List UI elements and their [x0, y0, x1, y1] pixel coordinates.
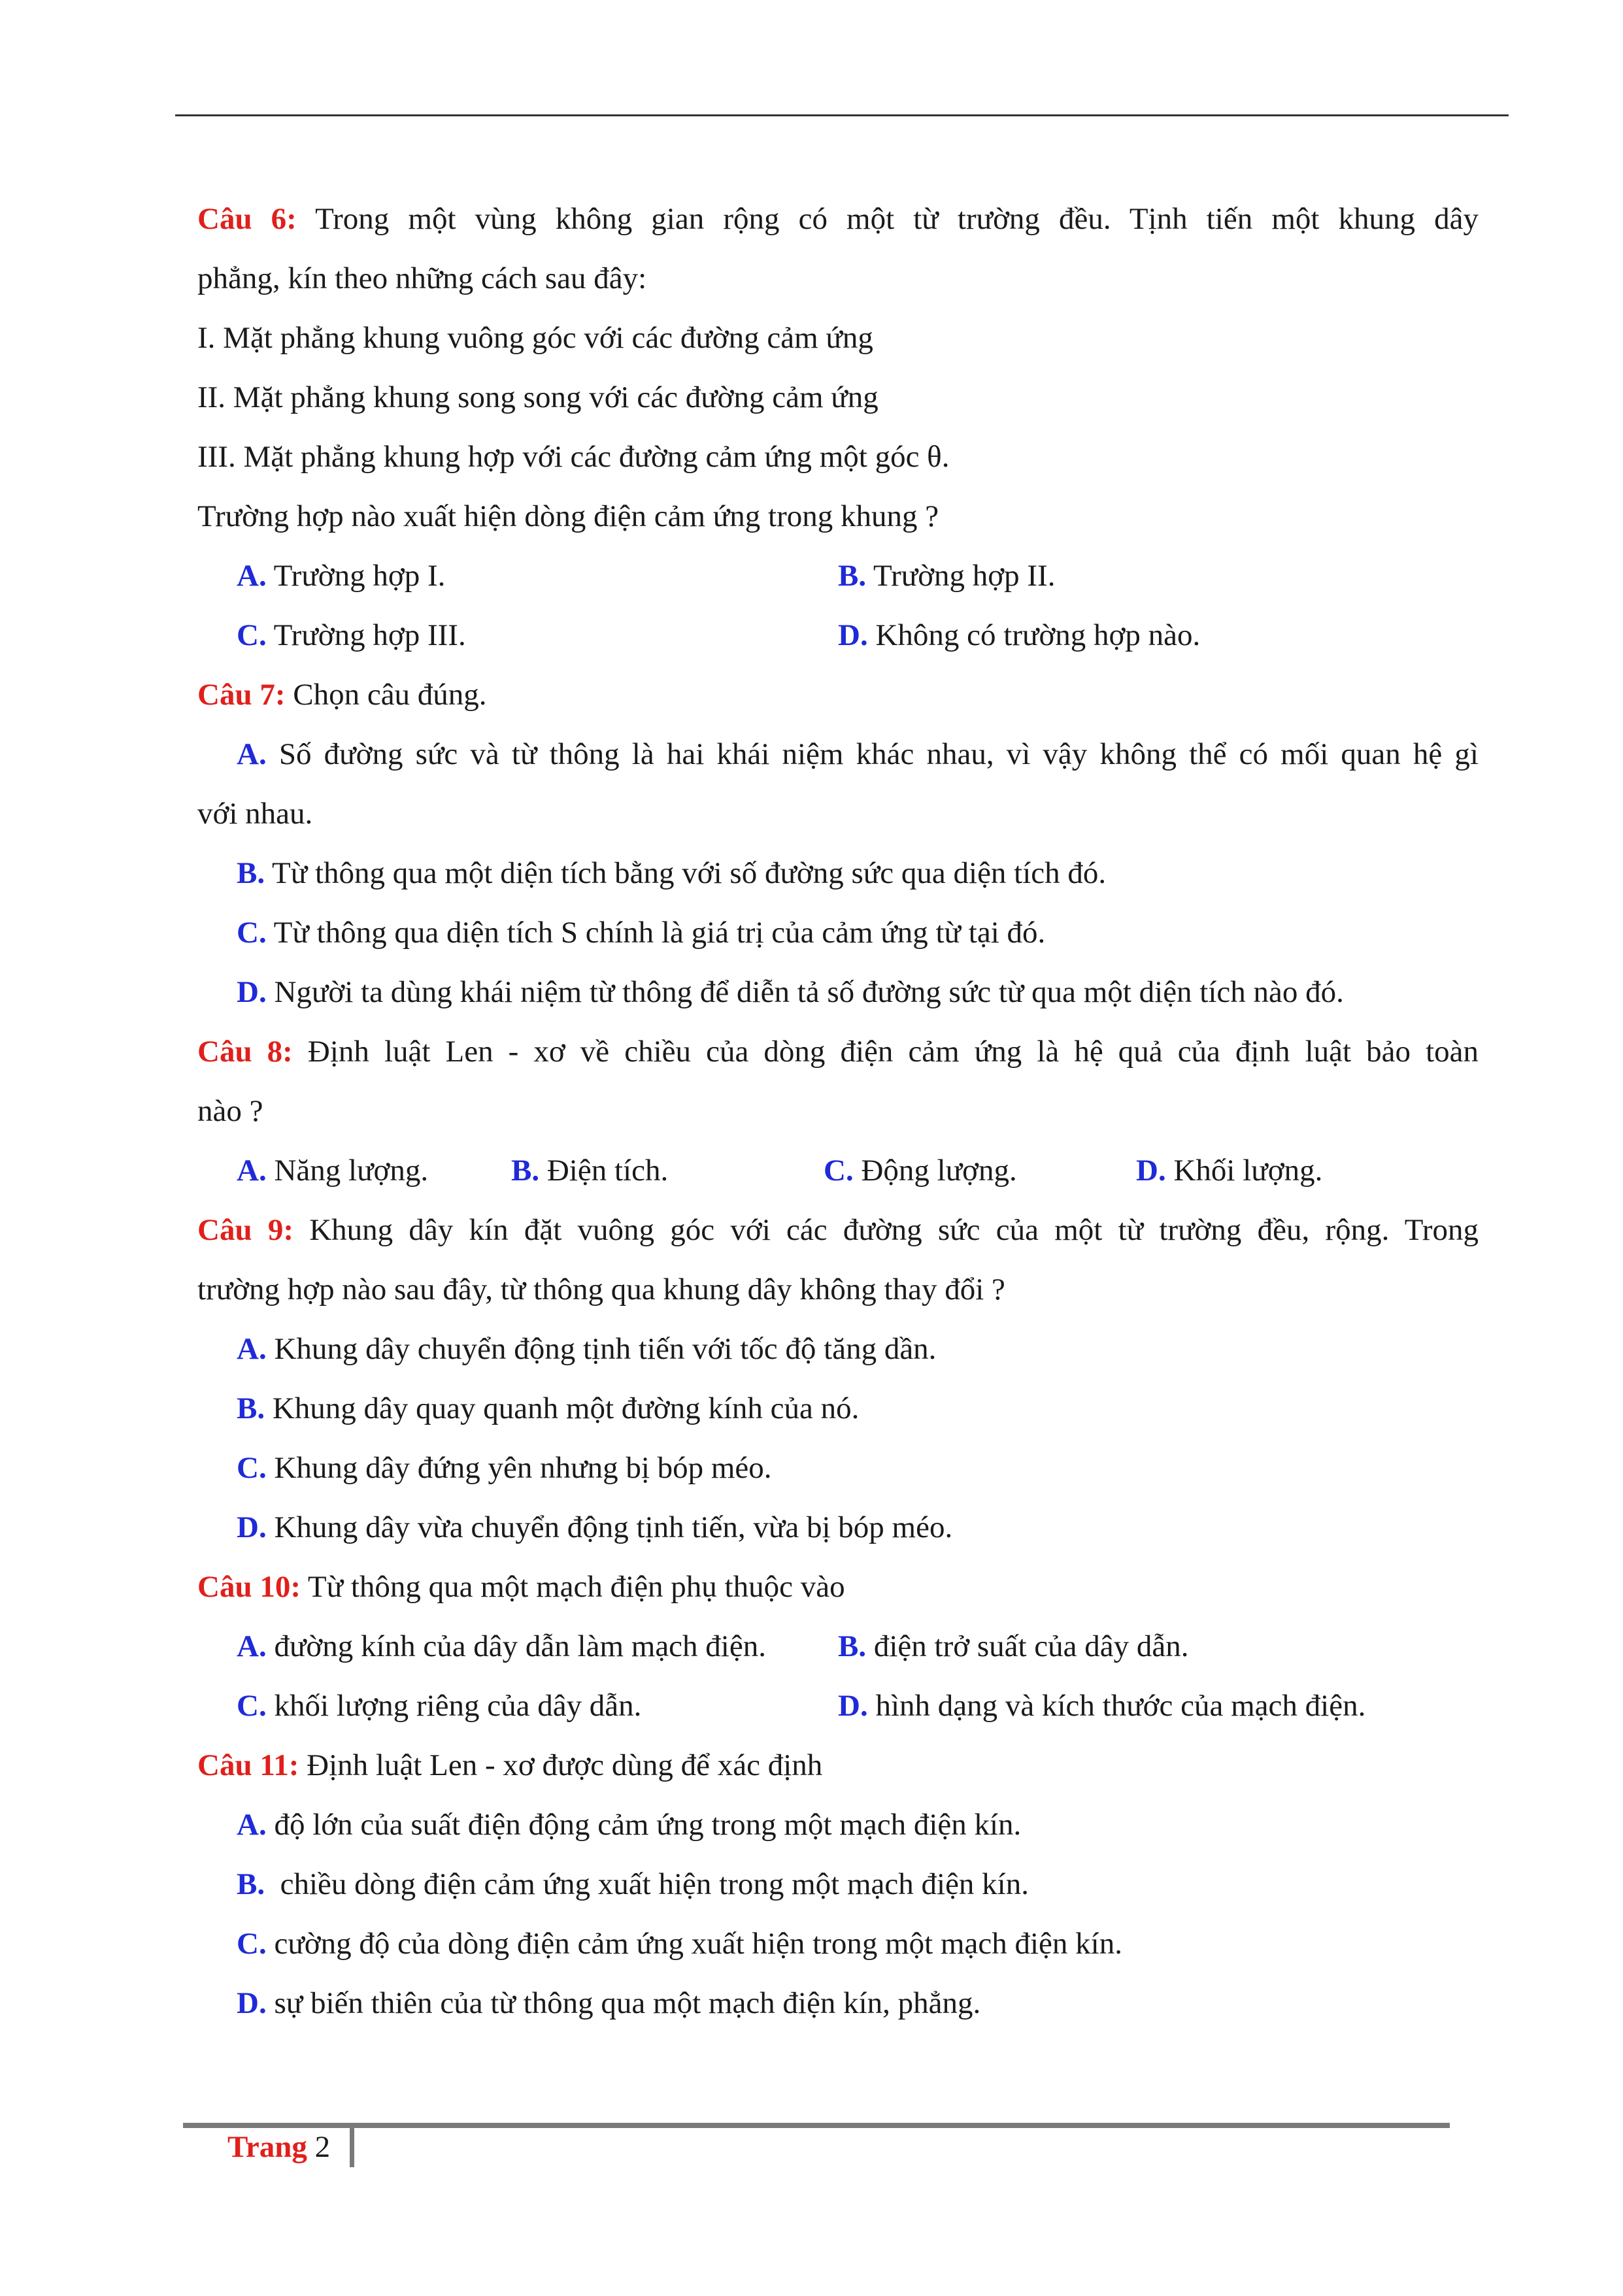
option-d[interactable]: D. Khối lượng. [1136, 1154, 1323, 1188]
option-d[interactable]: D. Người ta dùng khái niệm từ thông để diễn tả số đường sức từ qua một diện tích nào đó. [237, 975, 1344, 1009]
page-footer [227, 2127, 330, 2167]
option-a[interactable]: A. Số đường sức và từ thông là hai khái niệm khác nhau, vì vậy không thể có mối quan hệ gì [237, 737, 1479, 771]
question-8 [197, 1022, 1479, 1082]
question-label: Câu 7: [197, 678, 286, 712]
option-a[interactable]: A. Khung dây chuyển động tịnh tiến với tốc độ tăng dần. [237, 1332, 937, 1366]
options-row [197, 546, 1479, 606]
options-row [197, 1141, 1479, 1201]
question-text-cont: nào ? [197, 1094, 263, 1128]
option-b[interactable]: B. Từ thông qua một diện tích bằng với số đường sức qua diện tích đó. [237, 856, 1107, 890]
option-d[interactable]: D. hình dạng và kích thước của mạch điện. [838, 1689, 1366, 1723]
options-row [197, 606, 1479, 665]
question-text-cont: trường hợp nào sau đây, từ thông qua khung dây không thay đổi ? [197, 1273, 1005, 1306]
question-list [197, 190, 1479, 2033]
question-text: Định luật Len - xơ được dùng để xác định [307, 1748, 823, 1782]
question-label: Câu 11: [197, 1748, 299, 1782]
header-rule [175, 114, 1509, 116]
option-b[interactable]: B. Điện tích. [511, 1154, 669, 1188]
question-10 [197, 1557, 1479, 1617]
question-11 [197, 1736, 1479, 1795]
option-b[interactable]: B. Trường hợp II. [838, 559, 1056, 593]
option-a[interactable]: A. độ lớn của suất điện động cảm ứng trong một mạch điện kín. [237, 1808, 1022, 1842]
question-text: Khung dây kín đặt vuông góc với các đường sức của một từ trường đều, rộng. Trong [309, 1213, 1479, 1247]
option-b[interactable]: B. điện trở suất của dây dẫn. [838, 1629, 1189, 1663]
option-d[interactable]: D. Khung dây vừa chuyển động tịnh tiến, vừa bị bóp méo. [237, 1510, 953, 1544]
option-c[interactable]: C. khối lượng riêng của dây dẫn. [237, 1689, 642, 1723]
question-label: Câu 6: [197, 202, 297, 236]
option-d[interactable]: D. Không có trường hợp nào. [838, 618, 1201, 652]
options-row [197, 1617, 1479, 1676]
statement-1: I. Mặt phẳng khung vuông góc với các đường cảm ứng [197, 321, 873, 355]
question-9 [197, 1201, 1479, 1260]
footer-separator [350, 2128, 354, 2167]
option-a[interactable]: A. Trường hợp I. [237, 559, 446, 593]
option-a[interactable]: A. Năng lượng. [237, 1154, 429, 1188]
page-number: 2 [314, 2130, 331, 2164]
question-6 [197, 190, 1479, 249]
question-7 [197, 665, 1479, 725]
question-text: Trong một vùng không gian rộng có một từ trường đều. Tịnh tiến một khung dây [315, 202, 1479, 236]
statement-2: II. Mặt phẳng khung song song với các đường cảm ứng [197, 380, 878, 414]
options-row [197, 1676, 1479, 1736]
statement-3: III. Mặt phẳng khung hợp với các đường cảm ứng một góc θ. [197, 440, 950, 474]
question-text: Định luật Len - xơ về chiều của dòng điện cảm ứng là hệ quả của định luật bảo toàn [307, 1035, 1479, 1069]
question-label: Câu 9: [197, 1213, 293, 1247]
question-text: Chọn câu đúng. [293, 678, 487, 712]
option-a[interactable]: A. đường kính của dây dẫn làm mạch điện. [237, 1629, 766, 1663]
option-c[interactable]: C. Từ thông qua diện tích S chính là giá trị của cảm ứng từ tại đó. [237, 916, 1046, 950]
page-label: Trang [227, 2130, 307, 2164]
question-text-cont: phẳng, kín theo những cách sau đây: [197, 261, 647, 295]
option-c[interactable]: C. Trường hợp III. [237, 618, 466, 652]
option-c[interactable]: C. cường độ của dòng điện cảm ứng xuất hiện trong một mạch điện kín. [237, 1927, 1122, 1961]
question-label: Câu 8: [197, 1035, 293, 1069]
option-d[interactable]: D. sự biến thiên của từ thông qua một mạch điện kín, phẳng. [237, 1986, 981, 2020]
footer-rule [183, 2123, 1450, 2128]
question-ask: Trường hợp nào xuất hiện dòng điện cảm ứng trong khung ? [197, 499, 939, 533]
option-c[interactable]: C. Động lượng. [824, 1154, 1017, 1188]
question-label: Câu 10: [197, 1570, 301, 1604]
option-a-cont: với nhau. [197, 797, 313, 831]
option-c[interactable]: C. Khung dây đứng yên nhưng bị bóp méo. [237, 1451, 772, 1485]
question-text: Từ thông qua một mạch điện phụ thuộc vào [307, 1570, 845, 1604]
option-b[interactable]: B. chiều dòng điện cảm ứng xuất hiện trong một mạch điện kín. [237, 1867, 1029, 1901]
option-b[interactable]: B. Khung dây quay quanh một đường kính của nó. [237, 1391, 860, 1425]
